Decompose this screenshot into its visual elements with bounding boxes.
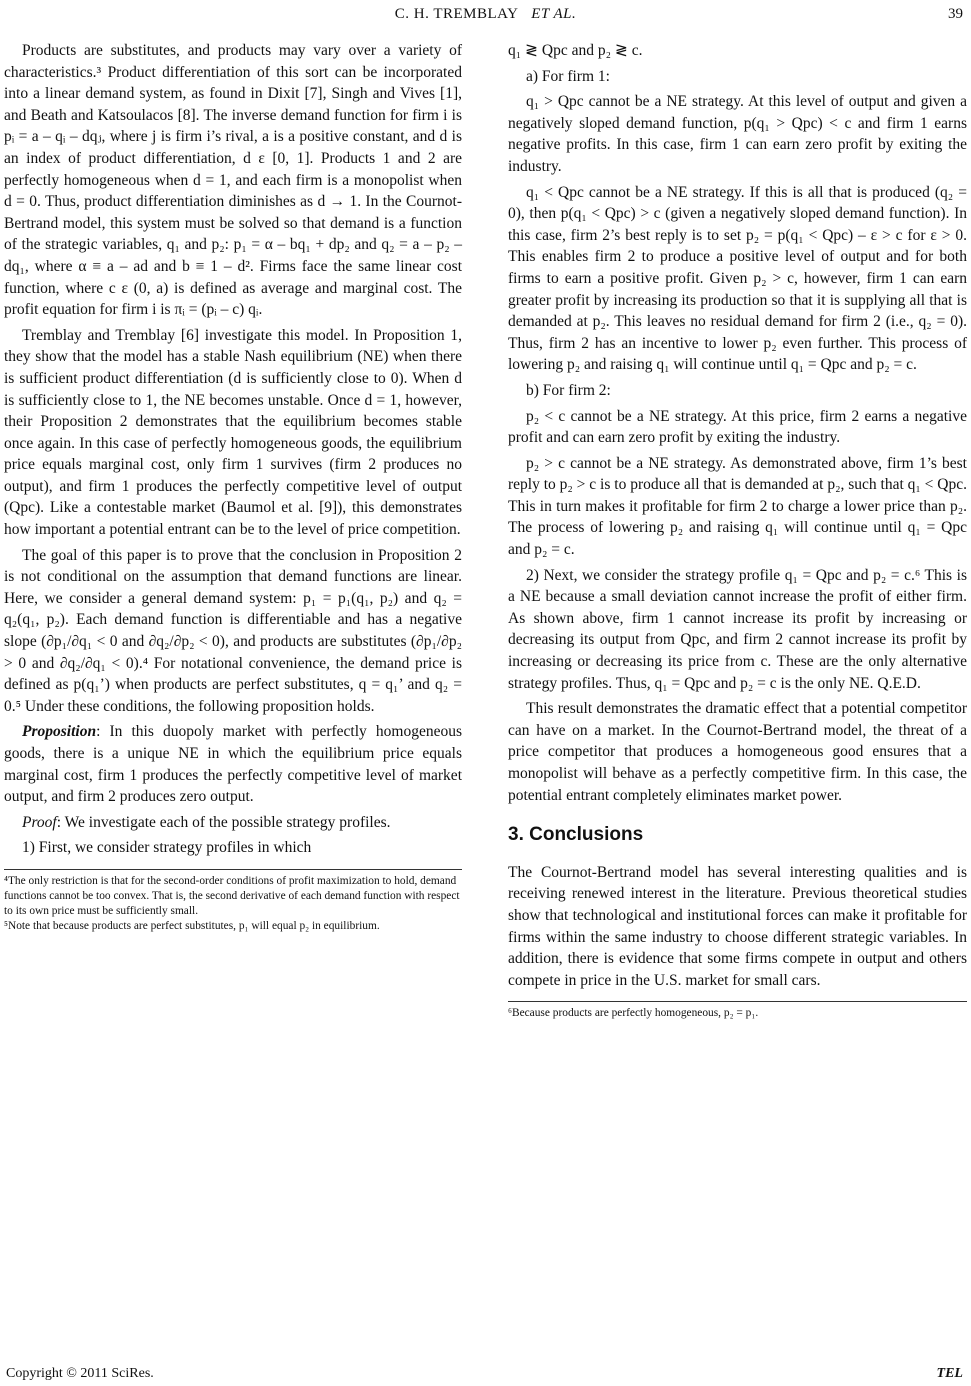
paragraph: q₁ ≷ Qpc and p₂ ≷ c. [508, 42, 643, 59]
paragraph: Products are substitutes, and products may vary over a variety of characteristics.³ Product differentiation of this sort can be incorporated into a linear demand system, as found in Dixit [7], Singh and Vives [1], and Beath and Katsoulacos [8]. The inverse demand function for firm i is pᵢ = a – qᵢ – dqⱼ, where j is firm i’s rival, a is a positive constant, and d is an index of product differentiation, d ε [0, 1]. Products 1 and 2 are perfectly homogeneous when d = 1, and each firm is a monopolist when d = 0. Thus, product differentiation diminishes as d → 1. In the Cournot-Bertrand model, this system must be solved so that demand is a function of the strategic variables, q₁ and p₂: p₁ = α – bq₁ + dp₂ and q₂ = a – p₂ – dq₁, where α ≡ a – ad and b ≡ 1 – d². Firms face the same linear cost function, where c ε (0, a) is defined as average and marginal cost. The profit equation for firm i is πᵢ = (pᵢ – c) qᵢ. [4, 42, 462, 319]
proof-paragraph [4, 812, 462, 834]
footnote-4: ⁴The only restriction is that for the second-order conditions of profit maximization to hold, demand functions cannot be too convex. That is, the second derivative of each demand function with respect to its own price must be sufficiently small. [4, 874, 460, 917]
page-footer [0, 1366, 971, 1384]
proof-label: Proof [22, 813, 57, 831]
running-author: C. H. TREMBLAY [394, 6, 519, 22]
paragraph: a) For firm 1: [526, 67, 610, 85]
running-title [0, 6, 971, 23]
paragraph: 1) First, we consider strategy profiles in which [22, 839, 312, 857]
paragraph: Tremblay and Tremblay [6] investigate this model. In Proposition 1, they show that the model has a stable Nash equilibrium (NE) when there is sufficient product differentiation (d is sufficiently close to 0). When d is sufficiently close to 1, the NE becomes unstable. Once d = 1, however, their Proposition 2 demonstrates that the equilibrium becomes stable once again. In this case of perfectly homogeneous goods, the equilibrium price equals marginal cost, only firm 1 survives (firm 2 produces no output), and firm 1 produces the perfectly competitive level of output (Qpc). Like a contestable market (Baumol et al. [9]), this demonstrates how important a potential entrant can be to the level of price competition. [4, 326, 462, 539]
page-number: 39 [948, 6, 963, 22]
copyright: Copyright © 2011 SciRes. [6, 1366, 154, 1381]
paragraph: p₂ < c cannot be a NE strategy. At this price, firm 2 earns a negative profit and can earn zero profit by exiting the industry. [508, 407, 967, 447]
footnote-5: ⁵Note that because products are perfect substitutes, p₁ will equal p₂ in equilibrium. [4, 919, 380, 932]
left-column [4, 40, 462, 934]
footnote-divider [508, 1001, 967, 1002]
running-et-al: ET AL. [531, 6, 577, 22]
proposition-text: : In this duopoly market with perfectly homogeneous goods, there is a unique NE in which the equilibrium price equals marginal cost, firm 1 produces the perfectly competitive level of market output, and firm 2 produces zero output. [4, 723, 462, 806]
section-heading: 3. Conclusions [508, 824, 644, 846]
footnote-6: ⁶Because products are perfectly homogeneous, p₂ = p₁. [508, 1007, 759, 1020]
paragraph: This result demonstrates the dramatic effect that a potential competitor can have on a market. In the Cournot-Bertrand model, the threat of a price competitor that produces a homogeneous good ensures that a monopolist will behave as a perfectly competitive firm. In this case, the potential entrant completely eliminates market power. [508, 700, 967, 804]
paragraph: b) For firm 2: [526, 381, 611, 399]
paragraph: 2) Next, we consider the strategy profile q₁ = Qpc and p₂ = c.⁶ This is a NE because a small deviation cannot increase the profit of either firm. As shown above, firm 1 cannot increase its profit by increasing or decreasing its output from Qpc, and firm 2 cannot increase its profit by increasing or decreasing its price from c. These are the only alternative strategy profiles. Thus, q₁ = Qpc and p₂ = c is the only NE. Q.E.D. [508, 566, 967, 692]
right-column [508, 40, 967, 1021]
paragraph: q₁ < Qpc cannot be a NE strategy. If this is all that is produced (q₂ = 0), then p(q₁ < Qpc) > c (given a negatively sloped demand function). In this case, firm 2’s best reply is to set p₂ = p(q₁ < Qpc) – ε > c for ε > 0. This enables firm 2 to produce a positive level of output and for both firms to earn a positive profit. Given p₂ > c, however, firm 1 can earn greater profit by increasing its production so that it is supplying all that is demanded at p₂. This leaves no residual demand for firm 2 (i.e., q₂ = 0). Thus, firm 2 has an incentive to lower p₂ even further. This process of lowering p₂ and raising q₁ will continue until q₁ = Qpc and p₂ = c. [508, 183, 967, 374]
proposition-label: Proposition [22, 723, 97, 741]
paragraph: q₁ > Qpc cannot be a NE strategy. At this level of output and given a negatively sloped demand function, p(q₁ > Qpc) < c and firm 1 earns negative profits. In this case, firm 1 can earn zero profit by exiting the industry. [508, 93, 967, 175]
proposition-paragraph [4, 721, 462, 807]
running-header [0, 6, 971, 30]
footnote-divider [4, 869, 462, 870]
paragraph: p₂ > c cannot be a NE strategy. As demonstrated above, firm 1’s best reply to p₂ > c is to produce all that is demanded at p₂, such that q₁ < Qpc. This in turn makes it profitable for firm 2 to charge a lower price than p₂. The process of lowering p₂ and raising q₁ will continue until q₁ = Qpc and p₂ = c. [508, 454, 967, 559]
journal-name: TEL [936, 1366, 963, 1381]
paragraph: The goal of this paper is to prove that the conclusion in Proposition 2 is not conditional on the assumption that demand functions are linear. Here, we consider a general demand system: p₁ = p₁(q₁, p₂) and q₂ = q₂(q₁, p₂). Each demand function is differentiable and has a negative slope (∂p₁/∂q₁ < 0 and ∂q₂/∂p₂ < 0), and products are substitutes (∂p₁/∂p₂ > 0 and ∂q₂/∂q₁ < 0).⁴ For notational convenience, the demand price is defined as p(q₁’) when products are perfect substitutes, q = q₁’ and q₂ = 0.⁵ Under these conditions, the following proposition holds. [4, 546, 462, 715]
paragraph: The Cournot-Bertrand model has several interesting qualities and is receiving renewed interest in the literature. Previous theoretical studies show that technological and institutional forces can make it profitable for firms within the same industry to choose different strategic variables. In addition, there is evidence that some firms compete in output and others compete in price in the U.S. market for small cars. [508, 863, 967, 989]
proof-text: : We investigate each of the possible strategy profiles. [56, 813, 391, 831]
